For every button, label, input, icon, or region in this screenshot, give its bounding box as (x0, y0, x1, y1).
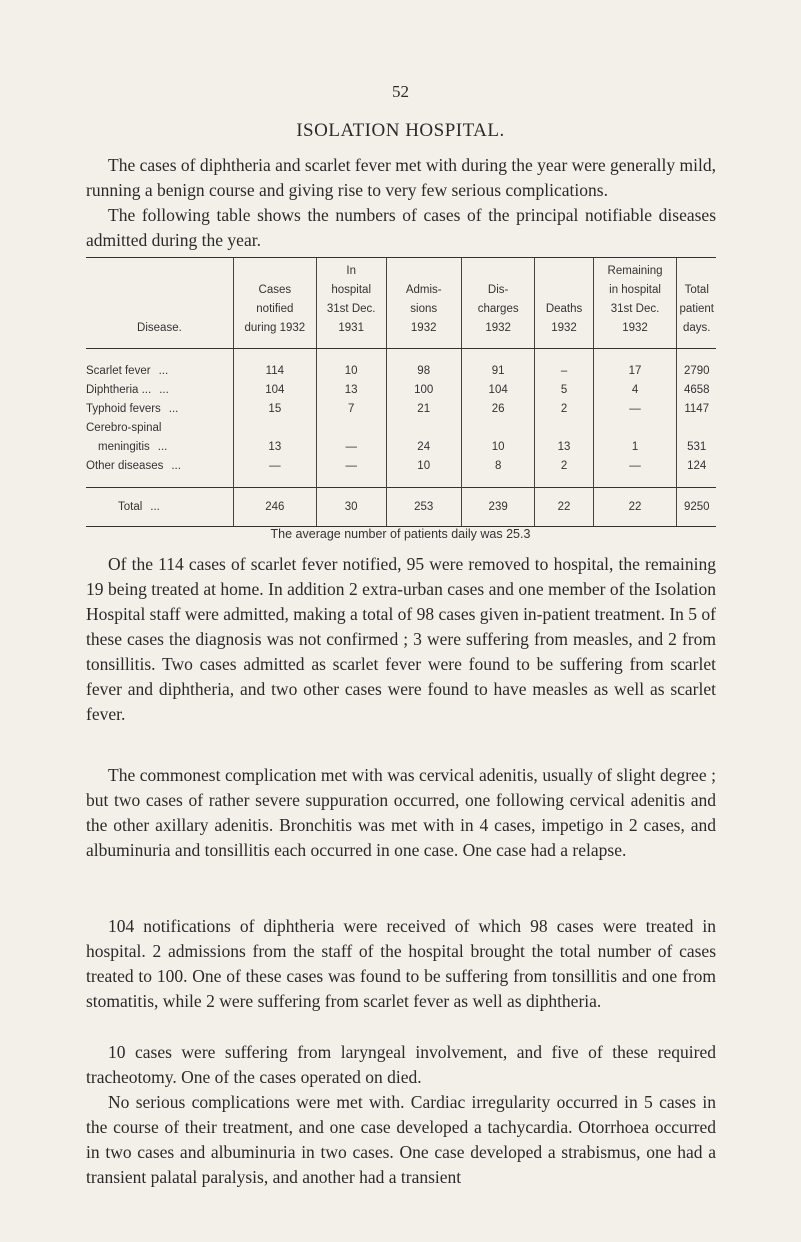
disease-name: Scarlet fever ... (86, 364, 169, 377)
cell-discharges: 10 (461, 437, 535, 456)
header-discharges: Dis- charges 1932 (461, 258, 535, 349)
cell-remaining: 17 (593, 361, 677, 380)
body-paragraph-2: The commonest complication met with was cervical adenitis, usually of slight degree ; but two cases of rather severe suppuration occurred, one following cervical adenitis and the other axillary adenitis. Bronchitis was met with in 4 cases, impetigo in 2 cases, and albuminuria and tonsillitis each occurred in one case. One case had a relapse. (86, 765, 716, 860)
cell-remaining: 1 (593, 437, 677, 456)
header-remaining: Remaining in hospital 31st Dec. 1932 (593, 258, 677, 349)
disease-name: Typhoid fevers ... (86, 402, 179, 415)
cell-total-days: 531 (677, 437, 716, 456)
body-paragraph-3: 104 notifications of diphtheria were received of which 98 cases were treated in hospital. 2 admissions from the staff of the hospital brought the total number of cases treated to 100. One of these cases was found to be suffering from tonsillitis and one from stomatitis, while 2 were suffering from scarlet fever as well as diphtheria. (86, 916, 716, 1011)
header-disease: Disease. (86, 258, 233, 349)
cell-cases: 114 (233, 361, 316, 380)
header-admissions: Admis- sions 1932 (386, 258, 461, 349)
cell-in-hospital: 13 (316, 380, 386, 399)
cell-admissions: 21 (386, 399, 461, 418)
cell-remaining: 4 (593, 380, 677, 399)
total-admissions: 253 (386, 488, 461, 527)
cell-deaths: – (535, 361, 593, 380)
cell-in-hospital: — (316, 456, 386, 475)
disease-name: Other diseases ... (86, 459, 181, 472)
table-row (86, 418, 716, 437)
cell-admissions: 100 (386, 380, 461, 399)
table-row (86, 361, 716, 380)
cell-total-days: 2790 (677, 361, 716, 380)
cell-total-days: 1147 (677, 399, 716, 418)
disease-name: meningitis ... (98, 440, 168, 453)
cell-admissions: 10 (386, 456, 461, 475)
total-cases: 246 (233, 488, 316, 527)
cell-discharges: 8 (461, 456, 535, 475)
cell-in-hospital: 7 (316, 399, 386, 418)
intro-paragraph-2: The following table shows the numbers of cases of the principal notifiable diseases admitted during the year. (86, 205, 716, 250)
total-label: Total ... (86, 488, 233, 527)
header-in-hospital-1931: In hospital 31st Dec. 1931 (316, 258, 386, 349)
cell-admissions: 98 (386, 361, 461, 380)
disease-table (86, 257, 716, 527)
cell-deaths: 13 (535, 437, 593, 456)
page-heading: ISOLATION HOSPITAL. (296, 120, 505, 141)
cell-cases: 104 (233, 380, 316, 399)
cell-admissions: 24 (386, 437, 461, 456)
cell-in-hospital: — (316, 437, 386, 456)
cell-total-days: 4658 (677, 380, 716, 399)
total-row (86, 488, 716, 527)
total-remaining: 22 (593, 488, 677, 527)
body-paragraph-4: 10 cases were suffering from laryngeal involvement, and five of these required tracheotomy. One of the cases operated on died. (86, 1042, 716, 1087)
header-total-patient-days: Total patient days. (677, 258, 716, 349)
total-deaths: 22 (535, 488, 593, 527)
table-row (86, 437, 716, 456)
cell-discharges: 26 (461, 399, 535, 418)
total-discharges: 239 (461, 488, 535, 527)
header-cases-notified: Cases notified during 1932 (233, 258, 316, 349)
table-row (86, 399, 716, 418)
cell-deaths: 2 (535, 456, 593, 475)
cell-in-hospital: 10 (316, 361, 386, 380)
cell-discharges: 104 (461, 380, 535, 399)
cell-discharges: 91 (461, 361, 535, 380)
cell-remaining: — (593, 456, 677, 475)
header-deaths: Deaths 1932 (535, 258, 593, 349)
total-patient-days: 9250 (677, 488, 716, 527)
cell-cases: 15 (233, 399, 316, 418)
cell-total-days: 124 (677, 456, 716, 475)
table-row (86, 380, 716, 399)
intro-paragraph-1: The cases of diphtheria and scarlet fever met with during the year were generally mild, running a benign course and giving rise to very few serious complications. (86, 155, 716, 200)
body-paragraph-5: No serious complications were met with. Cardiac irregularity occurred in 5 cases in the course of their treatment, and one case developed a tachycardia. Otorrhoea occurred in two cases and albuminuria in two cases. One case developed a strabismus, one had a transient palatal paralysis, and another had a transient (86, 1092, 716, 1187)
total-in-hospital: 30 (316, 488, 386, 527)
table-caption: The average number of patients daily was 25.3 (270, 527, 531, 541)
disease-name: Diphtheria ... ... (86, 383, 169, 396)
cell-deaths: 2 (535, 399, 593, 418)
cell-cases: — (233, 456, 316, 475)
cell-deaths: 5 (535, 380, 593, 399)
page-number: 52 (392, 82, 409, 101)
body-paragraph-1: Of the 114 cases of scarlet fever notified, 95 were removed to hospital, the remaining 19 being treated at home. In addition 2 extra-urban cases and one member of the Isolation Hospital staff were admitted, making a total of 98 cases given in-patient treatment. In 5 of these cases the diagnosis was not confirmed ; 3 were suffering from measles, and 2 from tonsillitis. Two cases admitted as scarlet fever were found to be suffering from scarlet fever and diphtheria, and two other cases were found to have measles as well as scarlet fever. (86, 554, 716, 724)
disease-name: Cerebro-spinal (86, 421, 162, 434)
cell-cases: 13 (233, 437, 316, 456)
table-row (86, 456, 716, 475)
table-header-row (86, 258, 716, 349)
cell-remaining: — (593, 399, 677, 418)
